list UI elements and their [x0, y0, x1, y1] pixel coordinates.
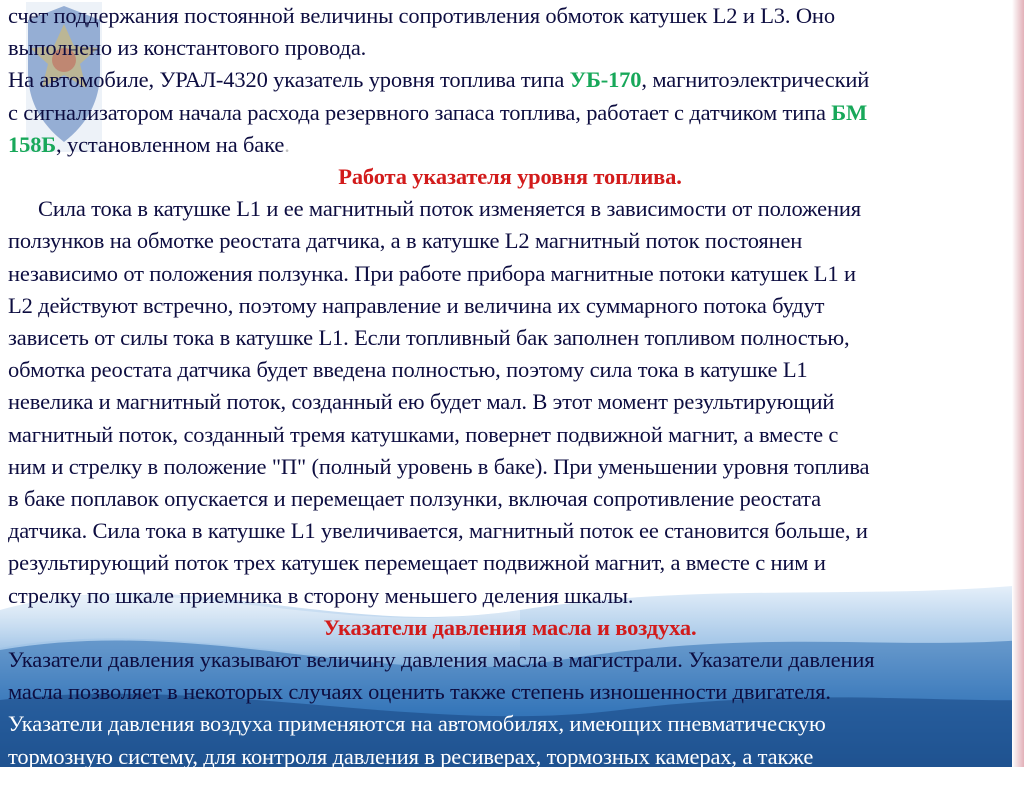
paragraph-3-line: невелика и магнитный поток, созданный ею будет мал. В этот момент результирующий: [8, 389, 835, 415]
paragraph-3-line: ползунков на обмотке реостата датчика, а в катушке L2 магнитный поток постоянен: [8, 228, 803, 254]
section-heading-fuel-gauge: Работа указателя уровня топлива.: [338, 164, 682, 190]
paragraph-3-line: L2 действуют встречно, поэтому направление и величина их суммарного потока будут: [8, 292, 825, 318]
paragraph-2-line-3: [8, 129, 1012, 161]
slide-text-body: [8, 0, 1012, 801]
sensor-type-highlight: 158Б: [8, 131, 57, 157]
paragraph-4-line: Указатели давления воздуха применяются на автомобилях, имеющих пневматическую: [8, 711, 826, 737]
paragraph-3-line: стрелку по шкале приемника в сторону меньшего деления шкалы.: [8, 582, 634, 608]
paragraph-2-text: .: [284, 131, 290, 157]
sensor-type-highlight: БМ: [831, 99, 868, 125]
paragraph-3-line: зависеть от силы тока в катушке L1. Если топливный бак заполнен топливом полностью,: [8, 325, 850, 351]
paragraph-2-line-2: [8, 97, 1012, 129]
paragraph-4-line: масла позволяет в некоторых случаях оценить также степень изношенности двигателя.: [8, 679, 831, 705]
paragraph-2-text: с сигнализатором начала расхода резервного запаса топлива, работает с датчиком типа: [8, 99, 832, 125]
gauge-type-highlight: УБ-170: [569, 67, 642, 93]
paragraph-3-line: обмотка реостата датчика будет введена полностью, поэтому сила тока в катушке L1: [8, 357, 808, 383]
paragraph-1-line-1: счет поддержания постоянной величины сопротивления обмоток катушек L2 и L3. Оно: [8, 3, 835, 28]
paragraph-3-line: ним и стрелку в положение "П" (полный уровень в баке). При уменьшении уровня топлива: [8, 453, 870, 479]
paragraph-3-line: магнитный поток, созданный тремя катушками, повернет подвижной магнит, а вместе с: [8, 421, 839, 447]
paragraph-4-line: давления в системе централизованной подкачки воздуха в шинах.: [8, 775, 630, 801]
paragraph-3-line: Сила тока в катушке L1 и ее магнитный поток изменяется в зависимости от положения: [38, 196, 861, 222]
paragraph-4-line: тормозную систему, для контроля давления в ресиверах, тормозных камерах, а также: [8, 743, 814, 769]
paragraph-3-line: результирующий поток трех катушек перемещает подвижной магнит, а вместе с ним и: [8, 550, 826, 576]
paragraph-1-line-2: выполнено из константового провода.: [8, 35, 367, 61]
paragraph-3-line: датчика. Сила тока в катушке L1 увеличивается, магнитный поток ее становится больше, и: [8, 518, 868, 544]
section-heading-pressure-gauges: Указатели давления масла и воздуха.: [323, 614, 697, 640]
paragraph-2-text: На автомобиле, УРАЛ-4320 указатель уровня топлива типа: [8, 67, 570, 93]
right-edge-stripe: [1012, 0, 1024, 767]
paragraph-2-line-1: [8, 64, 1012, 96]
paragraph-3-line: в баке поплавок опускается и перемещает ползунки, включая сопротивление реостата: [8, 486, 821, 512]
paragraph-2-text: , магнитоэлектрический: [641, 67, 870, 93]
paragraph-3-line: независимо от положения ползунка. При работе прибора магнитные потоки катушек L1 и: [8, 260, 856, 286]
paragraph-2-text: , установленном на баке: [56, 131, 285, 157]
paragraph-4-line: Указатели давления указывают величину давления масла в магистрали. Указатели давления: [8, 647, 875, 673]
